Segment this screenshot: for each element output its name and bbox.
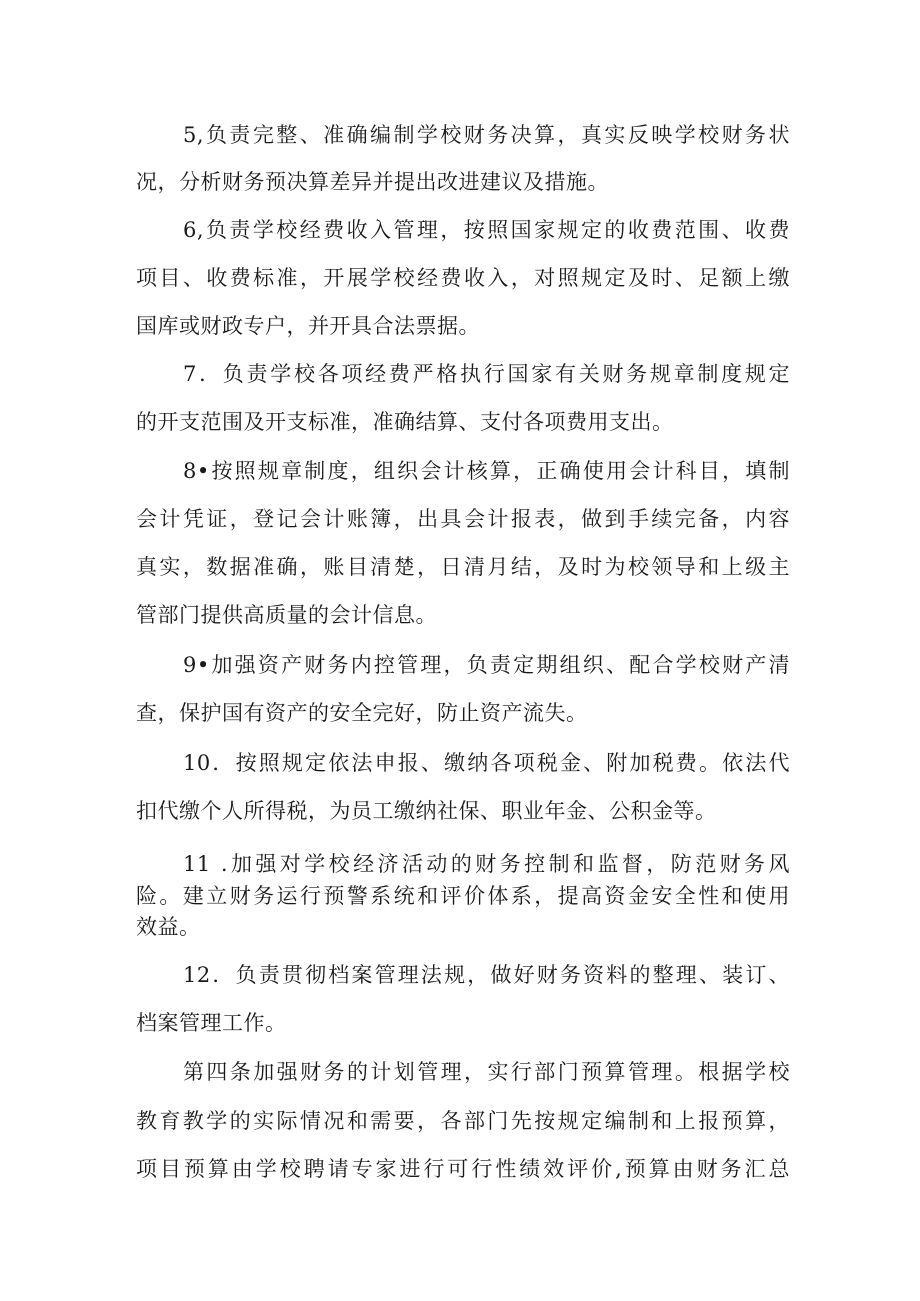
text-line: 扣代缴个人所得税，为员工缴纳社保、职业年金、公积金等。 — [136, 799, 717, 823]
text-line: 7．负责学校各项经费严格执行国家有关财务规章制度规定 — [183, 362, 790, 386]
text-line: 险。建立财务运行预警系统和评价体系，提高资金安全性和使用 — [136, 884, 790, 908]
text-line: 查，保护国有资产的安全完好，防止资产流失。 — [136, 701, 588, 725]
text-line: 9•加强资产财务内控管理，负责定期组织、配合学校财产清 — [183, 653, 790, 677]
text-line: 国库或财政专户，并开具合法票据。 — [136, 314, 480, 338]
text-line: 项目预算由学校聘请专家进行可行性绩效评价,预算由财务汇总 — [136, 1157, 790, 1181]
text-line: 10．按照规定依法申报、缴纳各项税金、附加税费。依法代 — [183, 751, 790, 775]
text-line: 真实，数据准确，账目清楚，日清月结，及时为校领导和上级主 — [136, 555, 790, 579]
text-line: 11 .加强对学校经济活动的财务控制和监督，防范财务风 — [183, 852, 790, 876]
text-line: 项目、收费标准，开展学校经费收入，对照规定及时、足额上缴 — [136, 266, 790, 290]
text-line: 的开支范围及开支标准，准确结算、支付各项费用支出。 — [136, 410, 674, 434]
text-line: 第四条加强财务的计划管理，实行部门预算管理。根据学校 — [183, 1060, 790, 1084]
text-line: 况，分析财务预决算差异并提出改进建议及措施。 — [136, 170, 609, 194]
text-line: 档案管理工作。 — [136, 1011, 287, 1035]
text-line: 会计凭证，登记会计账簿，出具会计报表，做到手续完备，内容 — [136, 507, 790, 531]
text-line: 5,负责完整、准确编制学校财务决算，真实反映学校财务状 — [183, 123, 790, 147]
text-line: 12．负责贯彻档案管理法规，做好财务资料的整理、装订、 — [183, 963, 790, 987]
text-line: 6,负责学校经费收入管理，按照国家规定的收费范围、收费 — [183, 218, 790, 242]
text-line: 教育教学的实际情况和需要，各部门先按规定编制和上报预算， — [136, 1109, 790, 1133]
text-line: 效益。 — [136, 915, 201, 939]
text-line: 管部门提供高质量的会计信息。 — [136, 603, 437, 627]
text-line: 8•按照规章制度，组织会计核算，正确使用会计科目，填制 — [183, 459, 790, 483]
